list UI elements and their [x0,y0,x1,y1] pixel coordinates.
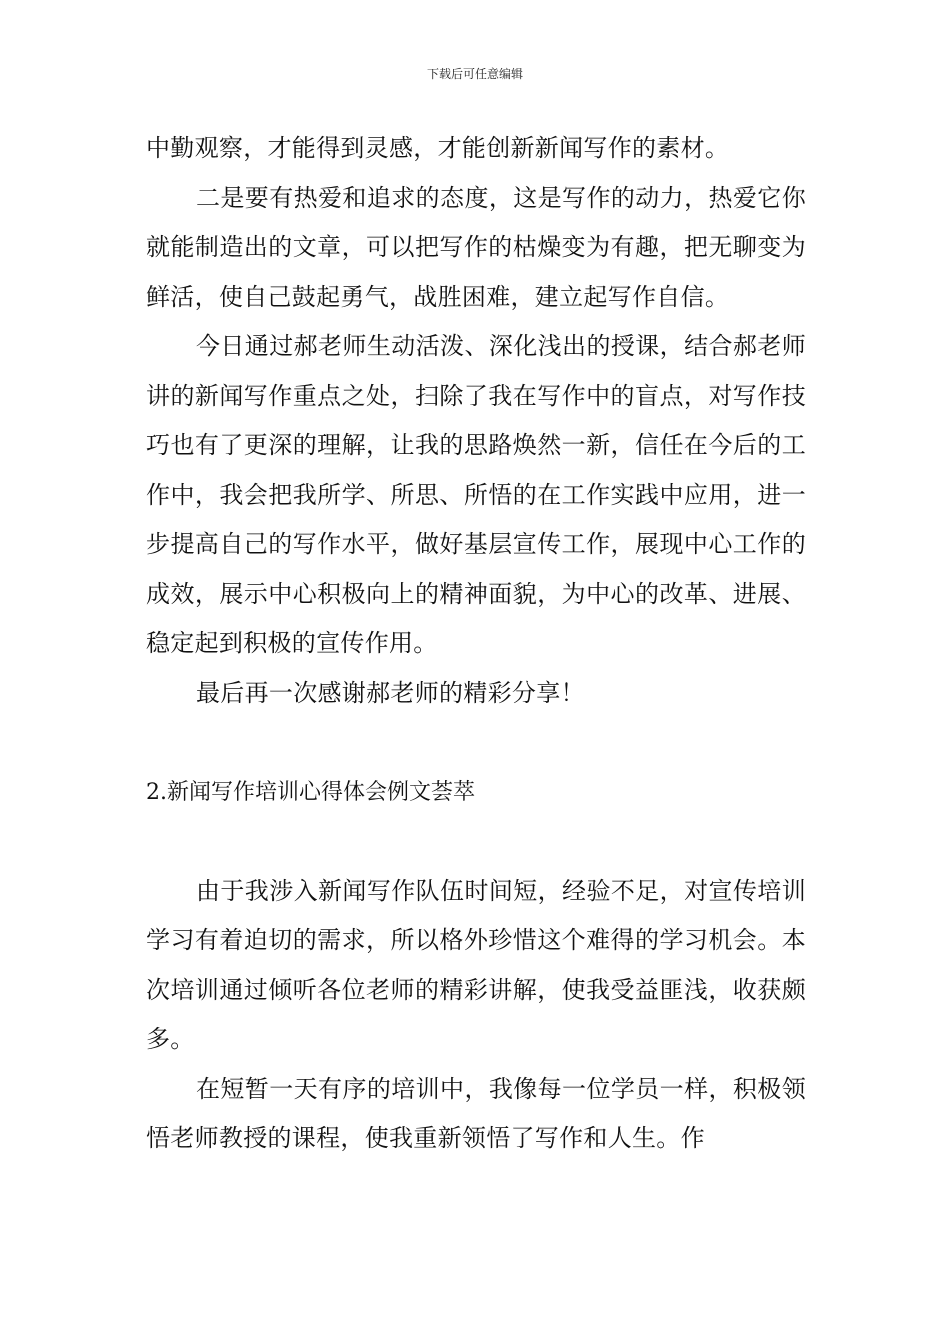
page-header: 下载后可任意编辑 [426,67,523,81]
paragraph-continuation: 中勤观察，才能得到灵感，才能创新新闻写作的素材。 [146,134,730,162]
blank-line [146,817,806,867]
blank-line [146,718,806,768]
document-body [146,124,806,1164]
paragraph: 由于我涉入新闻写作队伍时间短，经验不足，对宣传培训学习有着迫切的需求，所以格外珍惜这个难得的学习机会。本次培训通过倾听各位老师的精彩讲解，使我受益匪浅，收获颇多。 [146,876,806,1053]
paragraph: 在短暂一天有序的培训中，我像每一位学员一样，积极领悟老师教授的课程，使我重新领悟了写作和人生。作 [146,1074,806,1152]
paragraph: 最后再一次感谢郝老师的精彩分享！ [196,678,585,707]
paragraph: 二是要有热爱和追求的态度，这是写作的动力，热爱它你就能制造出的文章，可以把写作的枯燥变为有趣，把无聊变为鲜活，使自己鼓起勇气，战胜困难，建立起写作自信。 [146,183,806,311]
section-heading: 2.新闻写作培训心得体会例文荟萃 [146,779,475,805]
paragraph: 今日通过郝老师生动活泼、深化浅出的授课，结合郝老师讲的新闻写作重点之处，扫除了我在写作中的盲点，对写作技巧也有了更深的理解，让我的思路焕然一新，信任在今后的工作中，我会把我所学、所思、所悟的在工作实践中应用，进一步提高自己的写作水平，做好基层宣传工作，展现中心工作的成效，展示中心积极向上的精神面貌，为中心的改革、进展、稳定起到积极的宣传作用。 [146,332,806,657]
